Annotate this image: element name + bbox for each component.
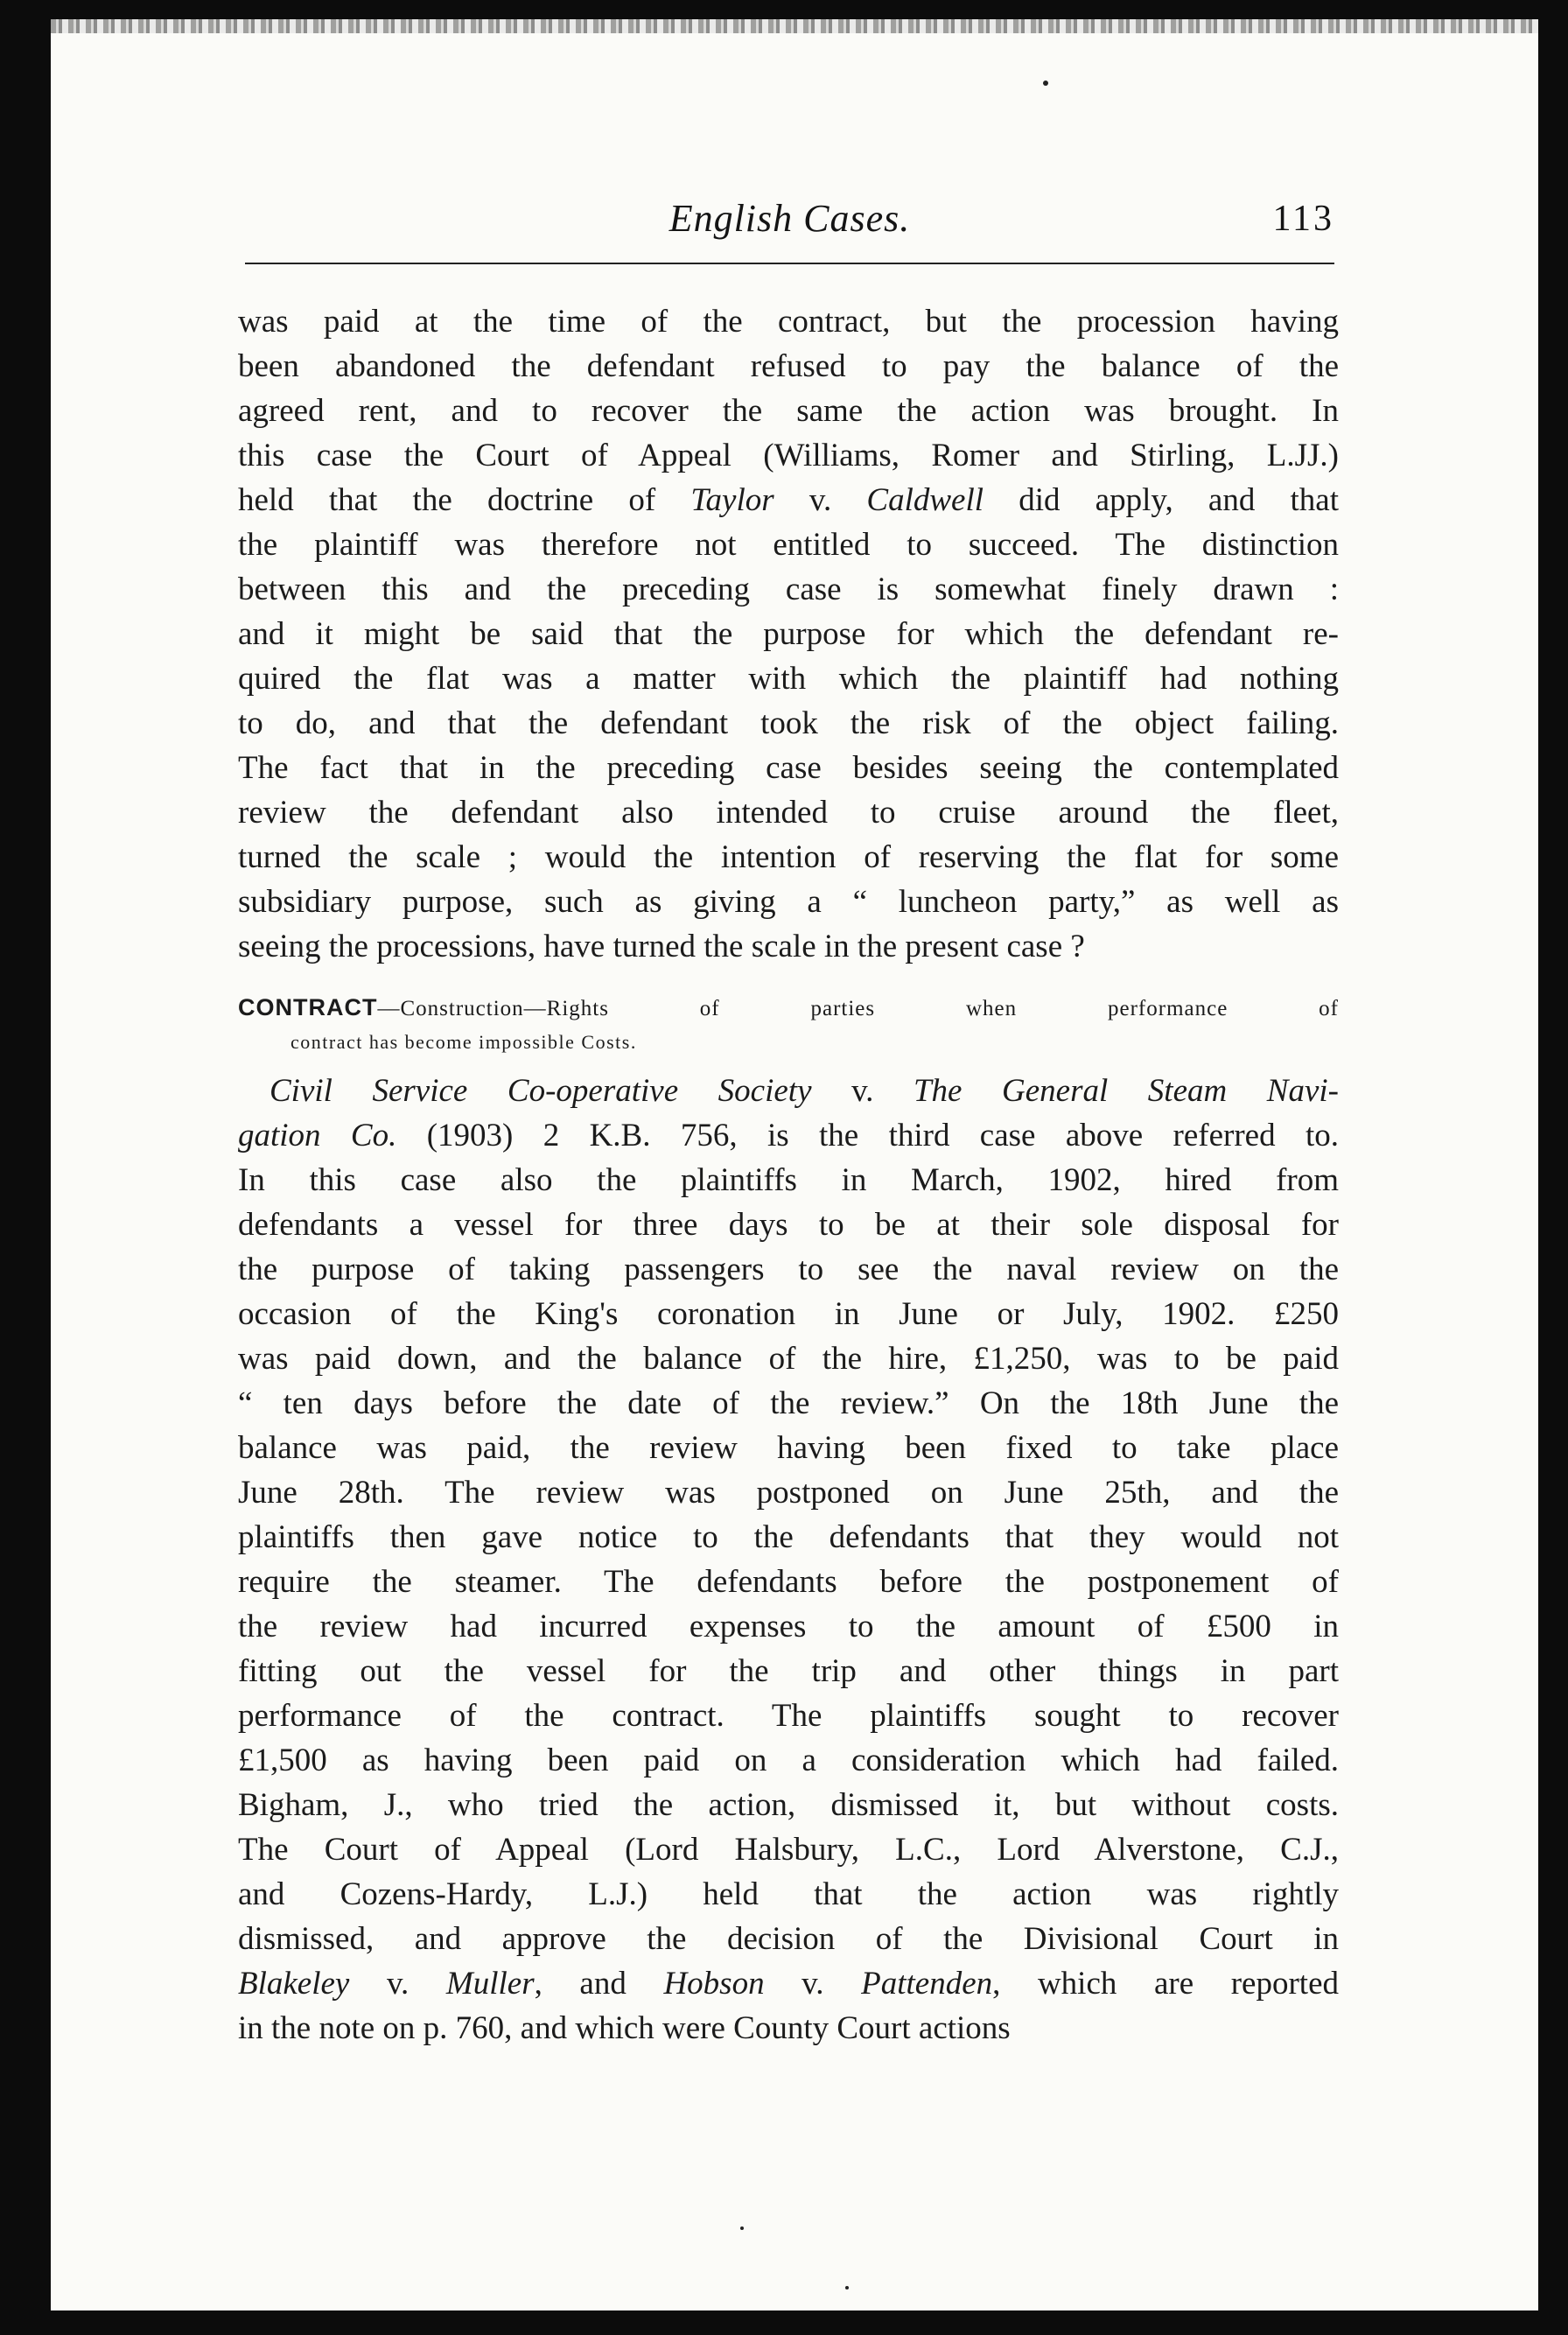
body-text — [238, 299, 1339, 2051]
text-line: defendants a vessel for three days to be at their sole disposal for — [238, 1207, 1339, 1243]
text-line: Bigham, J., who tried the action, dismissed it, but without costs. — [238, 1787, 1339, 1823]
text-line: In this case also the plaintiffs in March, 1902, hired from — [238, 1162, 1339, 1198]
text-line: The fact that in the preceding case besides seeing the contemplated — [238, 750, 1339, 786]
book-page — [51, 19, 1538, 2310]
text-line: require the steamer. The defendants before the postponement of — [238, 1564, 1339, 1600]
text-line: £1,500 as having been paid on a consideration which had failed. — [238, 1742, 1339, 1778]
section-heading-line-1 — [238, 990, 1339, 1025]
case-name: Pattenden — [861, 1966, 993, 2002]
speck — [845, 2286, 849, 2289]
text-segment: (1903) 2 K.B. 756, is the third case above referred to. — [396, 1118, 1339, 1153]
text-line: agreed rent, and to recover the same the action was brought. In — [238, 393, 1339, 429]
text-line: The Court of Appeal (Lord Halsbury, L.C., Lord Alverstone, C.J., — [238, 1832, 1339, 1868]
text-line: turned the scale ; would the intention of reserving the flat for some — [238, 839, 1339, 875]
text-line: balance was paid, the review having been fixed to take place — [238, 1430, 1339, 1466]
text-line: quired the flat was a matter with which the plaintiff had nothing — [238, 661, 1339, 697]
text-line: June 28th. The review was postponed on June 25th, and the — [238, 1475, 1339, 1511]
case-name: Muller — [445, 1966, 535, 2002]
text-segment: v. — [811, 1073, 914, 1109]
running-title: English Cases. — [668, 197, 911, 240]
case-name: The General Steam Navi- — [913, 1073, 1339, 1109]
section-heading-line-2: contract has become impossible Costs. — [290, 1031, 637, 1053]
section-heading-lead: CONTRACT — [238, 994, 378, 1020]
text-line — [238, 1069, 1339, 1113]
speck — [1043, 81, 1048, 86]
text-line: performance of the contract. The plaintiffs sought to recover — [238, 1698, 1339, 1734]
text-line: the review had incurred expenses to the amount of £500 in — [238, 1609, 1339, 1644]
text-segment: , which are reported — [992, 1966, 1339, 2002]
text-line: this case the Court of Appeal (Williams, Romer and Stirling, L.JJ.) — [238, 438, 1339, 473]
text-line: “ ten days before the date of the review.” On the 18th June the — [238, 1385, 1339, 1421]
text-line: the purpose of taking passengers to see the naval review on the — [238, 1252, 1339, 1287]
speck — [740, 2226, 744, 2230]
text-line — [238, 1113, 1339, 1158]
text-line: and it might be said that the purpose for which the defendant re- — [238, 616, 1339, 652]
text-segment: v. — [764, 1966, 862, 2002]
scanned-page-edge — [51, 19, 1538, 33]
text-line — [238, 478, 1339, 522]
case-name: Civil Service Co-operative Society — [270, 1073, 812, 1109]
text-line: fitting out the vessel for the trip and other things in part — [238, 1653, 1339, 1689]
text-segment: v. — [349, 1966, 446, 2002]
page-number: 113 — [1272, 199, 1334, 239]
text-line: seeing the processions, have turned the scale in the present case ? — [238, 929, 1085, 964]
section-heading-rest: —Construction—Rights of parties when performance of — [377, 997, 1339, 1020]
section-heading — [238, 990, 1339, 1060]
text-segment: v. — [774, 482, 867, 518]
text-segment: , and — [534, 1966, 664, 2002]
text-line: was paid at the time of the contract, but the procession having — [238, 304, 1339, 340]
text-segment: held that the doctrine of — [238, 482, 691, 518]
running-header — [245, 191, 1334, 264]
case-name: Hobson — [663, 1966, 765, 2002]
text-line: occasion of the King's coronation in June or July, 1902. £250 — [238, 1296, 1339, 1332]
text-segment: did apply, and that — [984, 482, 1340, 518]
text-line: review the defendant also intended to cruise around the fleet, — [238, 795, 1339, 831]
text-line: was paid down, and the balance of the hire, £1,250, was to be paid — [238, 1341, 1339, 1377]
case-name: gation Co. — [238, 1118, 397, 1153]
text-line: dismissed, and approve the decision of the Divisional Court in — [238, 1921, 1339, 1957]
text-line: to do, and that the defendant took the risk of the object failing. — [238, 705, 1339, 741]
text-line: the plaintiff was therefore not entitled to succeed. The distinction — [238, 527, 1339, 563]
paragraph-2 — [238, 1069, 1339, 2051]
case-name: Caldwell — [866, 482, 984, 518]
text-line: between this and the preceding case is somewhat finely drawn : — [238, 571, 1339, 607]
text-line — [238, 1961, 1339, 2006]
paragraph-1 — [238, 299, 1339, 969]
text-line: subsidiary purpose, such as giving a “ luncheon party,” as well as — [238, 884, 1339, 920]
case-name: Blakeley — [238, 1966, 350, 2002]
text-line: plaintiffs then gave notice to the defendants that they would not — [238, 1519, 1339, 1555]
text-line: and Cozens-Hardy, L.J.) held that the action was rightly — [238, 1876, 1339, 1912]
text-line: in the note on p. 760, and which were County Court actions — [238, 2010, 1011, 2046]
case-name: Taylor — [690, 482, 774, 518]
text-line: been abandoned the defendant refused to pay the balance of the — [238, 348, 1339, 384]
